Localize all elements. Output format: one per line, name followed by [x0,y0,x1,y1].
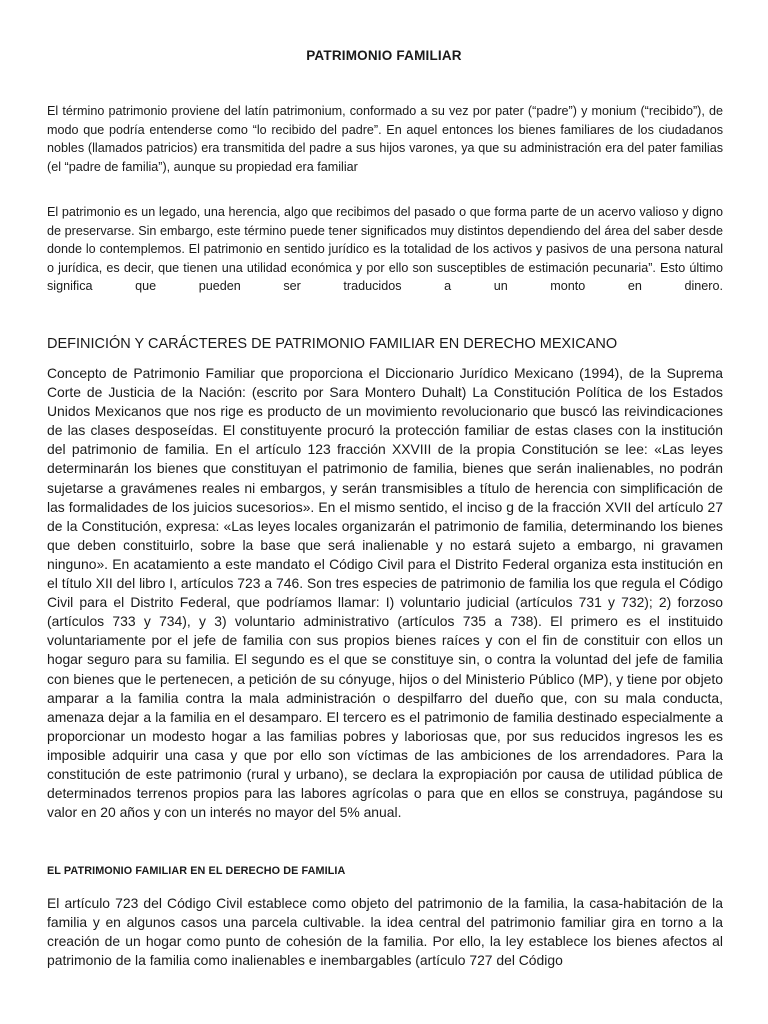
paragraph-legacy: El patrimonio es un legado, una herencia, algo que recibimos del pasado o que forma parte de un acervo valioso y digno de preservarse. Sin embargo, este término puede tener significados muy distintos dependiendo del área del saber desde donde lo contemplemos. El patrimonio en sentido jurídico es la totalidad de los activos y pasivos de una persona natural o jurídica, es decir, que tienen una utilidad económica y por ello son susceptibles de estimación pecunaria”. Esto último significa que pueden ser traducidos a un monto en dinero. [47,205,723,294]
paragraph-article-723: El artículo 723 del Código Civil establece como objeto del patrimonio de la familia, la casa-habitación de la familia y en algunos casos una parcela cultivable. la idea central del patrimonio familiar gira en torno a la creación de un hogar como punto de cohesión de la familia. Por ello, la ley establece los bienes afectos al patrimonio de la familia como inalienables e inembargables (artículo 727 del Código [47,895,723,969]
section-heading-family-law: EL PATRIMONIO FAMILIAR EN EL DERECHO DE FAMILIA [47,865,346,877]
paragraph-etymology: El término patrimonio proviene del latín patrimonium, conformado a su vez por pater (“padre”) y monium (“recibido”), de modo que podría entenderse como “lo recibido del padre”. En aquel entonces los bienes familiares de los ciudadanos nobles (llamados patricios) era transmitida del padre a sus hijos varones, ya que su administración era del pater familias (el “padre de familia”), aunque su propiedad era familiar [47,104,723,174]
paragraph-definition: Concepto de Patrimonio Familiar que proporciona el Diccionario Jurídico Mexicano (1994), de la Suprema Corte de Justicia de la Nación: (escrito por Sara Montero Duhalt) La Constitución Política de los Estados Unidos Mexicanos que nos rige es producto de un movimiento revolucionario que buscó las reivindicaciones de las clases desposeídas. El constituyente procuró la protección familiar de estas clases con la institución del patrimonio de familia. En el artículo 123 fracción XXVIII de la propia Constitución se lee: «Las leyes determinarán los bienes que constituyan el patrimonio de familia, bienes que serán inalienables, no podrán sujetarse a gravámenes reales ni embargos, y serán transmisibles a título de herencia con simplificación de las formalidades de los juicios sucesorios». En el mismo sentido, el inciso g de la fracción XVII del artículo 27 de la Constitución, expresa: «Las leyes locales organizarán el patrimonio de familia, determinando los bienes que deben constituirlo, sobre la base que será inalienable y no estará sujeto a embargo, ni gravamen ninguno». En acatamiento a este mandato el Código Civil para el Distrito Federal organiza esta institución en el título XII del libro I, artículos 723 a 746. Son tres especies de patrimonio de familia los que regula el Código Civil para el Distrito Federal, que podríamos llamar: I) voluntario judicial (artículos 731 y 732); 2) forzoso (artículos 733 y 734), y 3) voluntario administrativo (artículos 735 a 738). El primero es el instituido voluntariamente por el jefe de familia con sus propios bienes raíces y con el fin de constituir con ellos un hogar seguro para su familia. El segundo es el que se constituye sin, o contra la voluntad del jefe de familia con bienes que le pertenecen, a petición de su cónyuge, hijos o del Ministerio Público (MP), y tiene por objeto amparar a la familia contra la mala administración o despilfarro del dueño que, con su mala conducta, amenaza dejar a la familia en el desamparo. El tercero es el patrimonio de familia destinado especialmente a proporcionar un modesto hogar a las familias pobres y laboriosas que, por sus reducidos ingresos les es imposible adquirir una casa y que por ello son víctimas de las ambiciones de los arrendadores. Para la constitución de este patrimonio (rural y urbano), se declara la expropiación por causa de utilidad pública de determinados terrenos propios para las labores agrícolas o para que en ellos se construya, pagándose su valor en 20 años y con un interés no mayor del 5% anual. [47,365,723,821]
page-title: PATRIMONIO FAMILIAR [306,48,462,63]
section-heading-definition: DEFINICIÓN Y CARÁCTERES DE PATRIMONIO FAMILIAR EN DERECHO MEXICANO [47,336,618,352]
